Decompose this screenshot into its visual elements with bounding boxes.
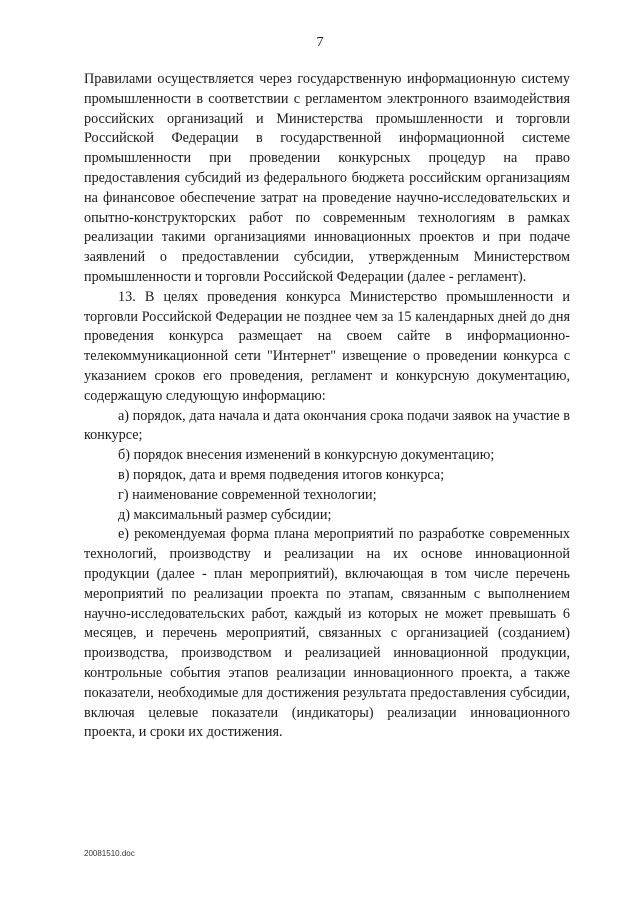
list-item-b: б) порядок внесения изменений в конкурсную документацию; xyxy=(118,447,495,464)
document-body xyxy=(84,70,570,743)
footer-filename: 20081510.doc xyxy=(84,849,135,858)
list-item-e: е) рекомендуемая форма плана мероприятий по разработке современных технологий, производству и реализации на их основе инновационной продукции (далее - план мероприятий), включающая в том числе перечень мероприятий по реализации проекта по этапам, связанным с выполнением научно-исследовательских работ, каждый из которых не может превышать 6 месяцев, и перечень мероприятий, связанных с организацией (созданием) производства, производством и реализацией инновационной продукции, контрольные события этапов реализации инновационного проекта, а также показатели, необходимые для достижения результата предоставления субсидии, включая целевые показатели (индикаторы) реализации инновационного проекта, и сроки их достижения. xyxy=(84,526,570,741)
paragraph-continuation: Правилами осуществляется через государственную информационную систему промышленности в соответствии с регламентом электронного взаимодействия российских организаций и Министерства промышленности и торговли Российской Федерации в государственной информационной системе промышленности при проведении конкурсных процедур на право предоставления субсидий из федерального бюджета российским организациям на финансовое обеспечение затрат на проведение научно-исследовательских и опытно-конструкторских работ по современным технологиям в рамках реализации такими организациями инновационных проектов и при подаче заявлений о предоставлении субсидии, утвержденным Министерством промышленности и торговли Российской Федерации (далее - регламент). xyxy=(84,71,570,285)
paragraph-clause-13: 13. В целях проведения конкурса Министерство промышленности и торговли Российской Федерации не позднее чем за 15 календарных дней до дня проведения конкурса размещает на своем сайте в информационно-телекоммуникационной сети "Интернет" извещение о проведении конкурса с указанием сроков его проведения, регламент и конкурсную документацию, содержащую следующую информацию: xyxy=(84,288,570,404)
page-number: 7 xyxy=(316,35,324,50)
list-item-a: а) порядок, дата начала и дата окончания срока подачи заявок на участие в конкурсе; xyxy=(84,407,570,444)
list-item-v: в) порядок, дата и время подведения итогов конкурса; xyxy=(118,466,445,483)
list-item-g: г) наименование современной технологии; xyxy=(118,486,377,503)
list-item-d: д) максимальный размер субсидии; xyxy=(118,506,332,523)
